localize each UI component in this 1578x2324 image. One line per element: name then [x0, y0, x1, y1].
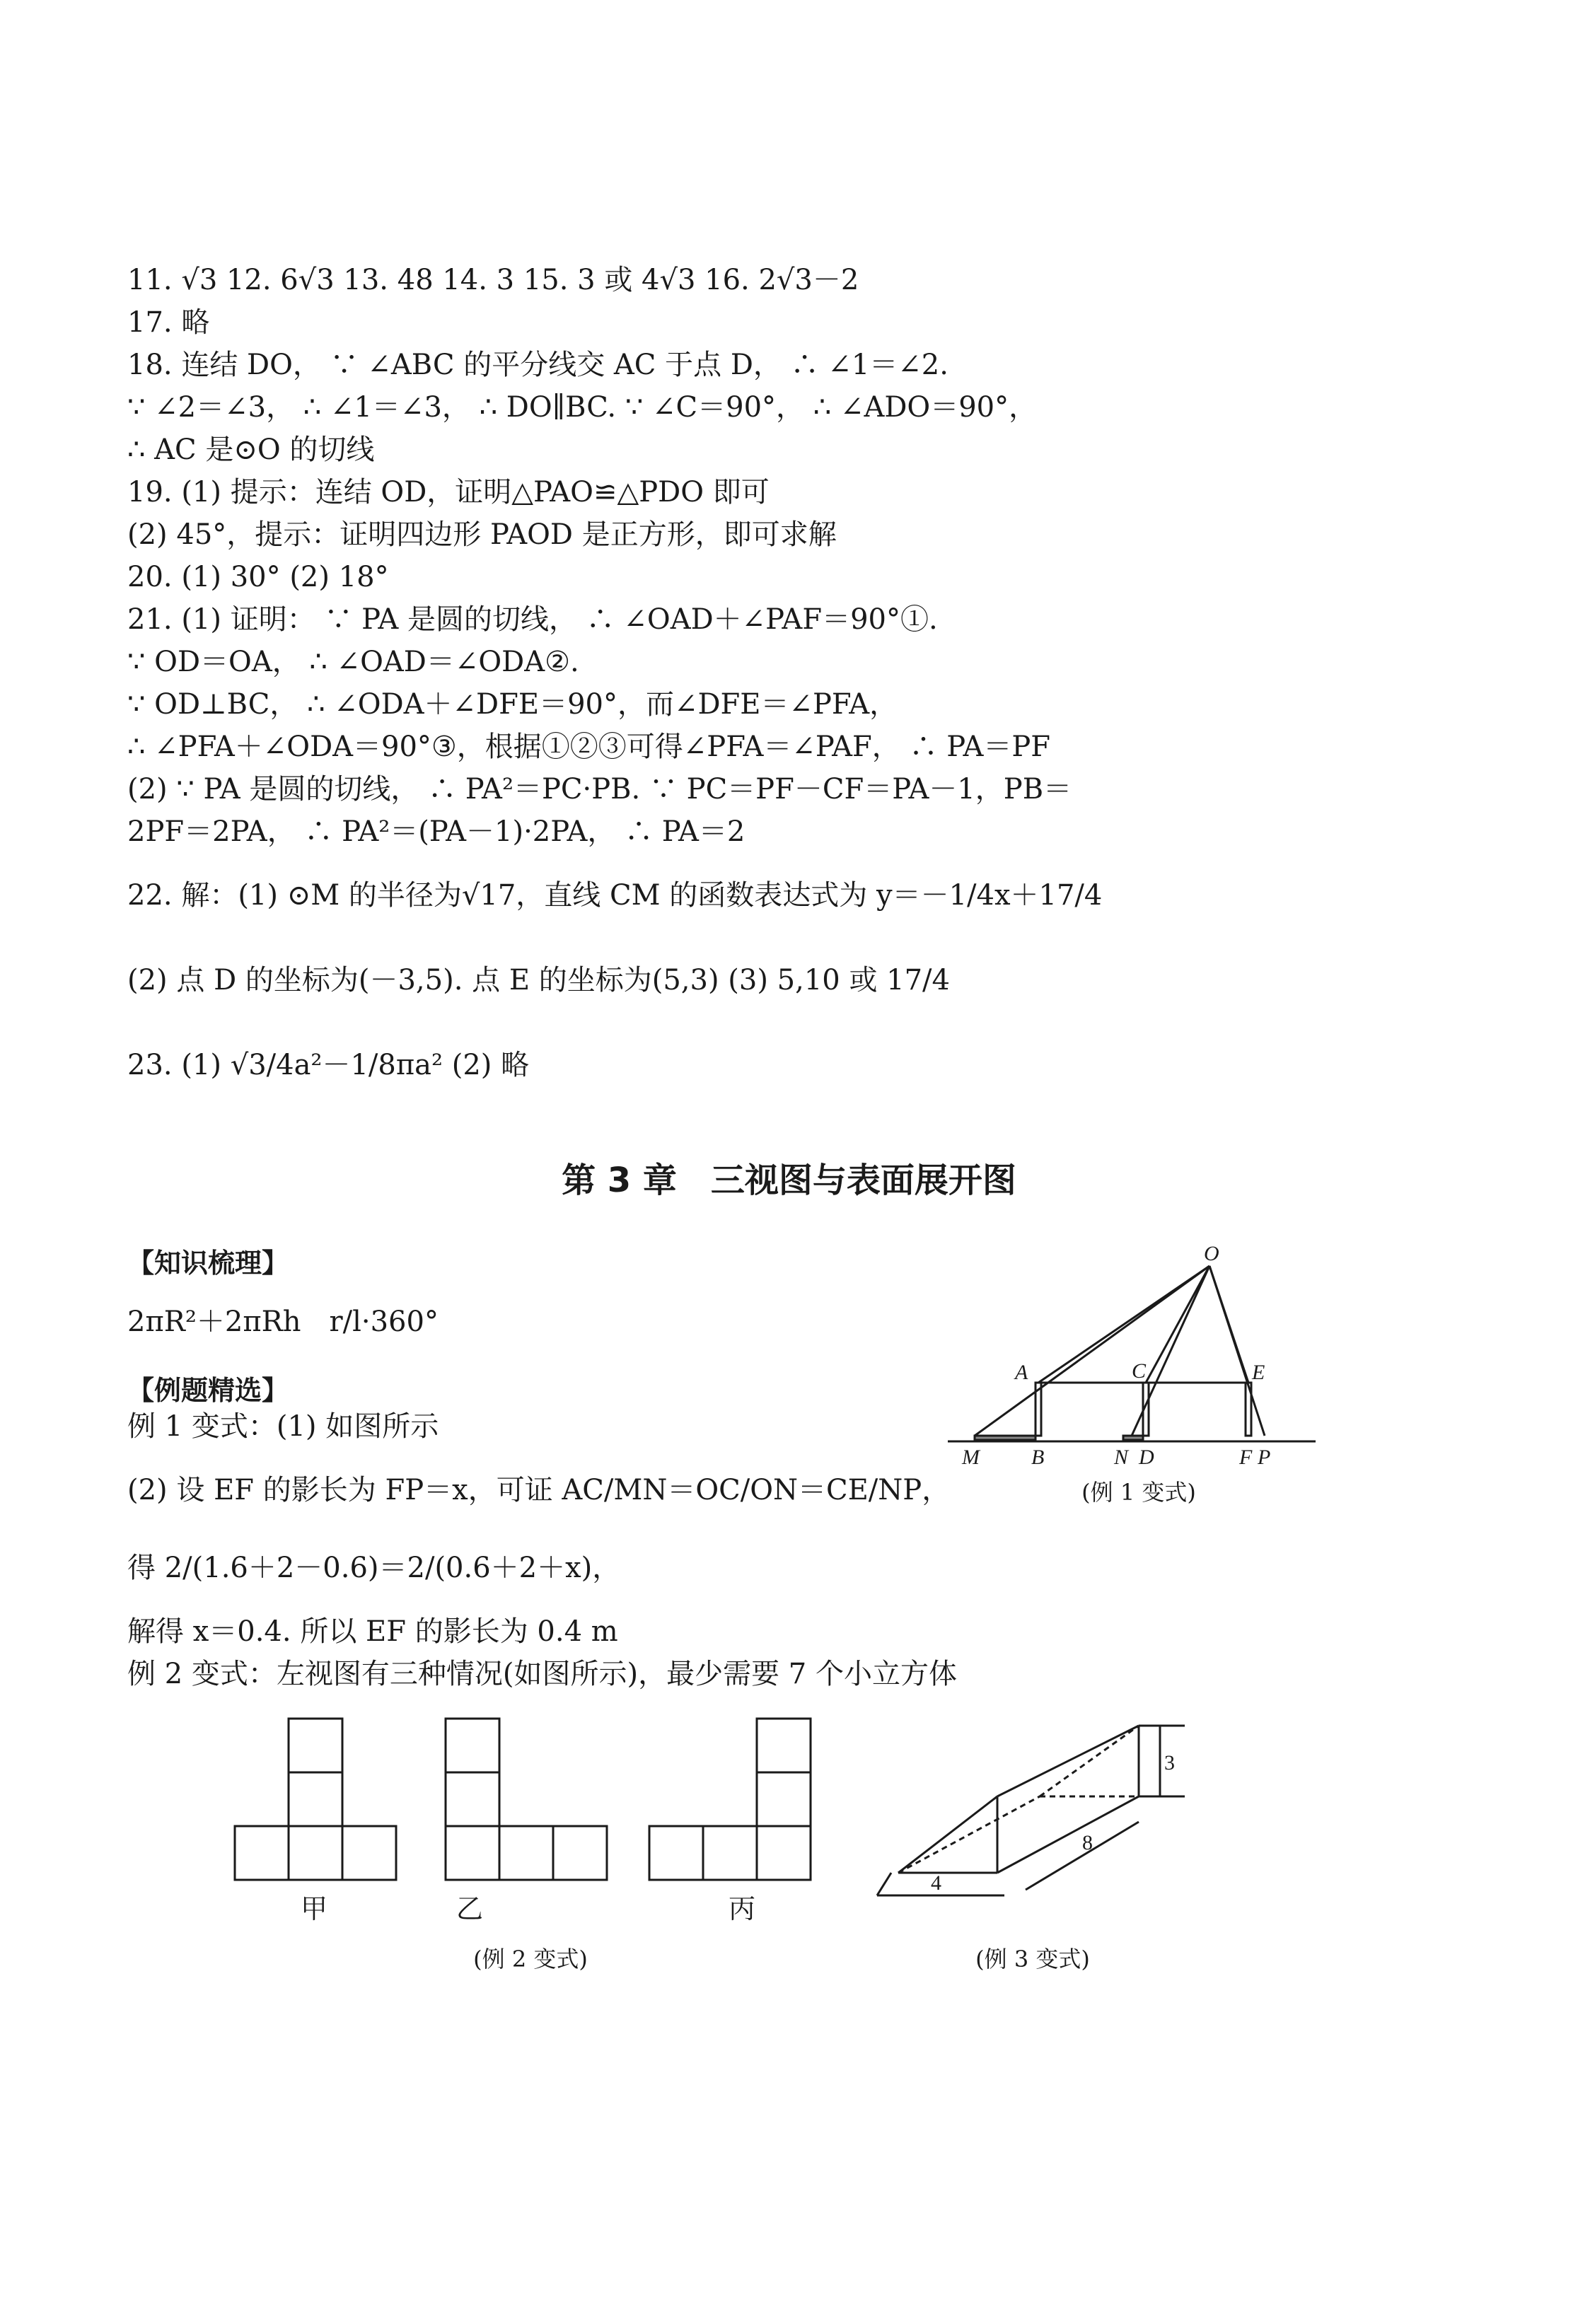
figure-caption: (例 3 变式) — [975, 1946, 1090, 1973]
ray-line — [1146, 1266, 1209, 1383]
label-p: P — [1258, 1446, 1271, 1469]
shadow-diagram — [934, 1245, 1330, 1471]
answer-line: ∵ OD⊥BC， ∴ ∠ODA＋∠DFE＝90°，而∠DFE＝∠PFA， — [127, 688, 898, 721]
label-b: B — [1031, 1446, 1045, 1469]
example-1-line: 例 1 变式：(1) 如图所示 — [127, 1410, 439, 1443]
label-d: D — [1139, 1446, 1154, 1469]
example-1-line: (2) 设 EF 的影长为 FP＝x，可证 AC/MN＝OC/ON＝CE/NP， — [127, 1474, 951, 1506]
section-heading-knowledge: 【知识梳理】 — [127, 1248, 289, 1279]
answer-line: 18. 连结 DO， ∵ ∠ABC 的平分线交 AC 于点 D， ∴ ∠1＝∠2. — [127, 349, 948, 381]
view-label-yi: 乙 — [456, 1893, 484, 1924]
answer-line: ∴ ∠PFA＋∠ODA＝90°③，根据①②③可得∠PFA＝∠PAF， ∴ PA＝PF — [127, 731, 1050, 763]
answer-line: 21. (1) 证明： ∵ PA 是圆的切线， ∴ ∠OAD＋∠PAF＝90°①. — [127, 603, 938, 636]
label-e: E — [1252, 1361, 1265, 1384]
label-c: C — [1132, 1359, 1147, 1383]
chapter-title: 第 3 章 三视图与表面展开图 — [562, 1161, 1016, 1200]
view-label-bing: 丙 — [729, 1893, 756, 1924]
answer-line: 20. (1) 30° (2) 18° — [127, 561, 389, 593]
example-2-line: 例 2 变式：左视图有三种情况(如图所示)，最少需要 7 个小立方体 — [127, 1658, 957, 1690]
answer-line: ∵ ∠2＝∠3， ∴ ∠1＝∠3， ∴ DO∥BC. ∵ ∠C＝90°， ∴ ∠ADO＝90°， — [127, 391, 1038, 424]
label-m: M — [962, 1446, 980, 1469]
example-1-line: 解得 x＝0.4. 所以 EF 的影长为 0.4 m — [127, 1615, 618, 1648]
answer-line: 17. 略 — [127, 306, 210, 339]
example-1-line: 得 2/(1.6＋2－0.6)＝2/(0.6＋2＋x)， — [127, 1552, 621, 1584]
label-o: O — [1204, 1245, 1219, 1265]
answer-line: 2PF＝2PA， ∴ PA²＝(PA－1)·2PA， ∴ PA＝2 — [127, 815, 746, 848]
knowledge-text: 2πR²＋2πRh r/l·360° — [127, 1306, 439, 1338]
answer-line: (2) 45°，提示：证明四边形 PAOD 是正方形，即可求解 — [127, 518, 837, 551]
shadow-mb — [975, 1436, 1035, 1440]
ray-line — [975, 1266, 1209, 1436]
section-heading-examples: 【例题精选】 — [127, 1375, 289, 1406]
prism-figure — [870, 1704, 1238, 1917]
answer-line: (2) ∵ PA 是圆的切线， ∴ PA²＝PC·PB. ∵ PC＝PF－CF＝PA－1，PB＝ — [127, 773, 1072, 806]
figure-caption: (例 2 变式) — [473, 1946, 588, 1973]
answer-line: 19. (1) 提示：连结 OD，证明△PAO≌△PDO 即可 — [127, 476, 770, 509]
answer-line: 22. 解：(1) ⊙M 的半径为√17，直线 CM 的函数表达式为 y＝－1/4x＋17/4 — [127, 879, 1103, 912]
answer-line: 11. √3 12. 6√3 13. 48 14. 3 15. 3 或 4√3 16. 2√3－2 — [127, 264, 859, 296]
dimension-3: 3 — [1164, 1751, 1175, 1774]
label-f: F — [1239, 1446, 1253, 1469]
answer-line: (2) 点 D 的坐标为(－3,5). 点 E 的坐标为(5,3) (3) 5,10 或 17/4 — [127, 964, 950, 997]
answer-line: ∵ OD＝OA， ∴ ∠OAD＝∠ODA②. — [127, 646, 579, 678]
answer-line: 23. (1) √3/4a²－1/8πa² (2) 略 — [127, 1049, 530, 1081]
figure-caption: (例 1 变式) — [1081, 1479, 1196, 1506]
ray-line — [1209, 1266, 1248, 1383]
label-n: N — [1114, 1446, 1129, 1469]
pole-ef — [1246, 1383, 1251, 1436]
view-label-jia: 甲 — [301, 1893, 328, 1924]
pole-cd — [1143, 1383, 1149, 1436]
dimension-4: 4 — [931, 1871, 941, 1895]
shadow-nd — [1123, 1436, 1143, 1440]
label-a: A — [1015, 1361, 1028, 1384]
left-views-figure — [226, 1712, 835, 1902]
answer-line: ∴ AC 是⊙O 的切线 — [127, 434, 375, 466]
dimension-8: 8 — [1082, 1831, 1093, 1854]
